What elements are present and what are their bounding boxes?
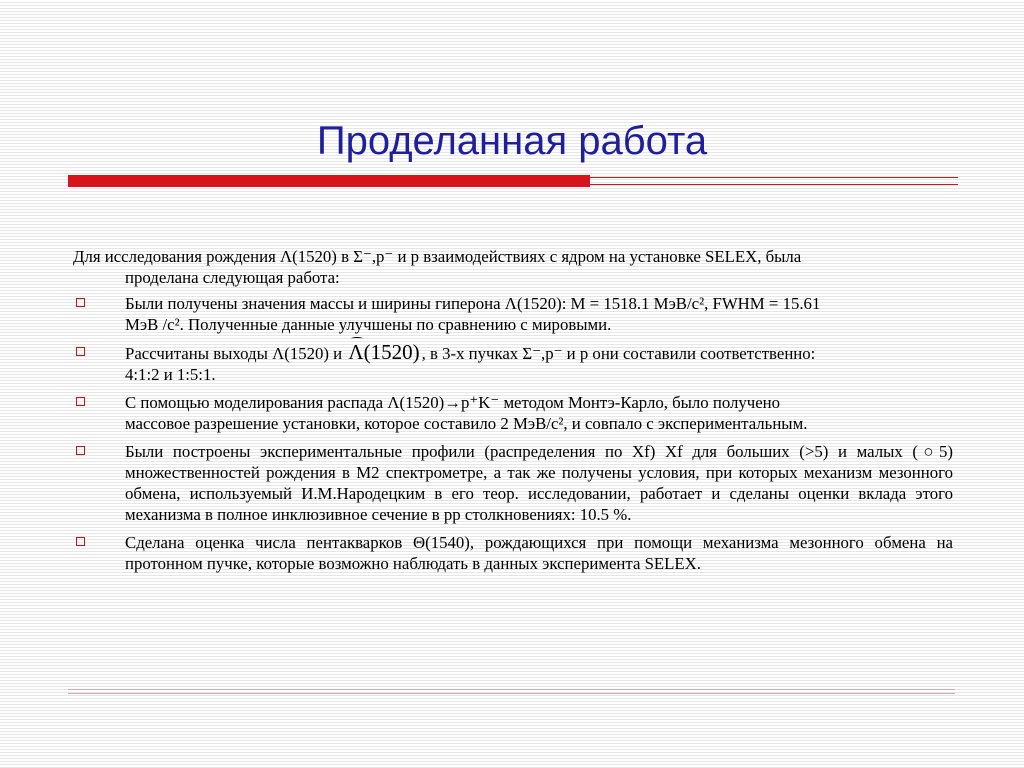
list-item bbox=[73, 392, 953, 434]
item-2-line-2: 4:1:2 и 1:5:1. bbox=[125, 365, 216, 384]
item-2-post: , в 3-х пучках Σ⁻,p⁻ и p они составили соответственно: bbox=[421, 344, 816, 363]
item-3-line-1: С помощью моделирования распада Λ(1520)→p⁺K⁻ методом Монтэ-Карло, было получено bbox=[125, 393, 781, 412]
square-bullet-icon bbox=[76, 446, 85, 455]
slide-content bbox=[73, 246, 953, 581]
item-4-text: Были построены экспериментальные профили (распределения по Xf) Xf для больших (>5) и малых (○5) множественностей рождения в M2 спектрометре, а так же получены условия, при которых механизм мезонного обмена, используемый И.М.Народецким в его теор. исследовании, работает и сделаны оценки вклада этого механизма в полное инклюзивное сечение в pp столкновениях: 10.5 %. bbox=[125, 442, 953, 524]
item-1-line-2: МэВ /с². Полученные данные улучшены по сравнению с мировыми. bbox=[125, 315, 612, 334]
square-bullet-icon bbox=[76, 537, 85, 546]
item-3-line-2: массовое разрешение установки, которое составило 2 МэВ/с², и совпало с экспериментальным. bbox=[125, 414, 808, 433]
anti-lambda-formula bbox=[346, 340, 421, 364]
anti-lambda-text: Λ(1520) bbox=[348, 340, 420, 364]
item-1-line-1: Были получены значения массы и ширины гиперона Λ(1520): M = 1518.1 МэВ/с², FWHM = 15.61 bbox=[125, 294, 821, 313]
footer-divider-bottom bbox=[68, 693, 955, 694]
title-underline-bar bbox=[68, 175, 590, 187]
item-5-text: Сделана оценка числа пентакварков Θ(1540), рождающихся при помощи механизма мезонного обмена на протонном пучке, которые возможно наблюдать в данных эксперимента SELEX. bbox=[125, 533, 953, 573]
square-bullet-icon bbox=[76, 298, 85, 307]
slide-title: Проделанная работа bbox=[316, 119, 708, 163]
title-underline-thin-bottom bbox=[590, 184, 958, 185]
item-2-pre: Рассчитаны выходы Λ(1520) и bbox=[125, 344, 343, 363]
intro-line-2: проделана следующая работа: bbox=[125, 268, 340, 287]
list-item bbox=[73, 342, 953, 385]
footer-divider-top bbox=[68, 689, 955, 690]
square-bullet-icon bbox=[76, 397, 85, 406]
list-item bbox=[73, 532, 953, 574]
title-underline-thin-top bbox=[590, 177, 958, 178]
list-item bbox=[73, 441, 953, 525]
intro-line-1: Для исследования рождения Λ(1520) в Σ⁻,p⁻ и p взаимодействиях с ядром на установке SELEX, была bbox=[73, 247, 802, 266]
list-item bbox=[73, 293, 953, 335]
anti-bar-icon bbox=[351, 337, 363, 340]
results-list bbox=[73, 293, 953, 574]
square-bullet-icon bbox=[76, 347, 85, 356]
intro-paragraph bbox=[73, 246, 953, 288]
